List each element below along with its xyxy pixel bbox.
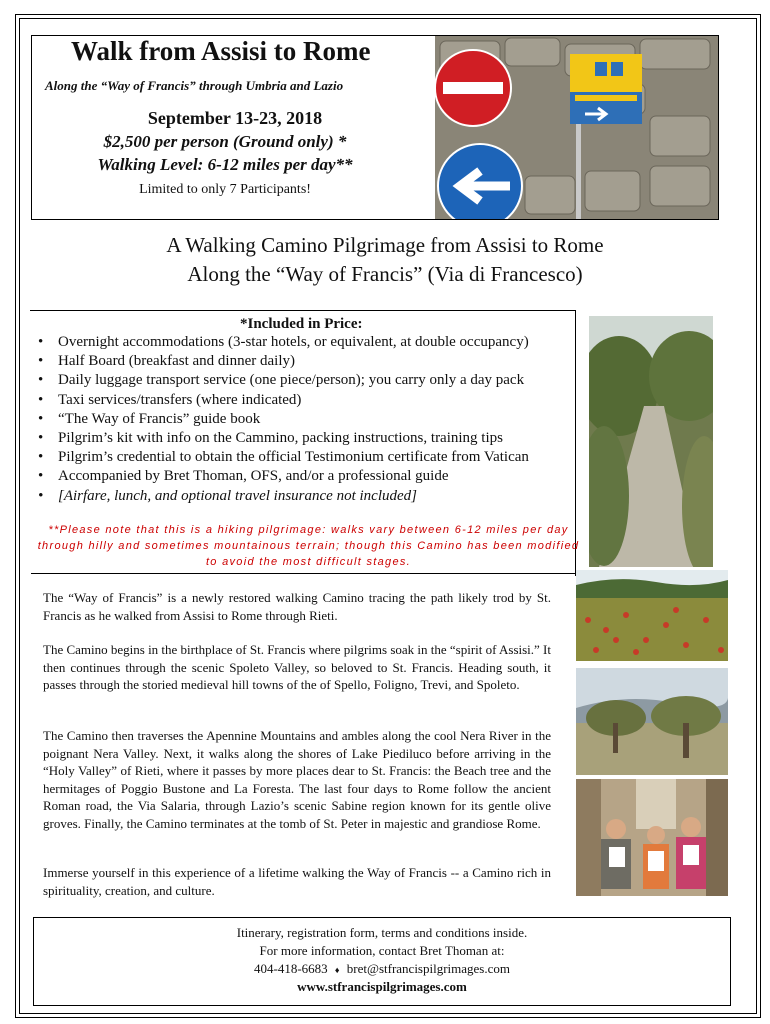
phone-number: 404-418-6683 <box>254 961 328 976</box>
footer-line1: Itinerary, registration form, terms and conditions inside. <box>236 925 528 940</box>
diamond-icon: ♦ <box>334 965 340 975</box>
list-item: • Taxi services/transfers (where indicated) <box>38 391 578 410</box>
hiking-note: **Please note that this is a hiking pilgrimage: walks vary between 6-12 miles per day through hilly and sometimes mountainous terrain; though this Camino has been modified to avoid the most difficult stages. <box>37 524 580 568</box>
list-item: • Accompanied by Bret Thoman, OFS, and/or a professional guide <box>38 467 578 486</box>
headline-line1: A Walking Camino Pilgrimage from Assisi to Rome <box>166 233 604 257</box>
participants-limit: Limited to only 7 Participants! <box>139 182 311 197</box>
trip-dates: September 13-23, 2018 <box>147 108 323 128</box>
website-link[interactable]: www.stfrancispilgrimages.com <box>297 979 467 994</box>
list-item: • Half Board (breakfast and dinner daily) <box>38 352 578 371</box>
footer-contact <box>33 961 731 977</box>
trail-photo <box>589 316 713 567</box>
trip-price: $2,500 per person (Ground only) * <box>103 132 347 151</box>
paragraph-closing: Immerse yourself in this experience of a lifetime walking the Way of Francis -- a Camino rich in spirituality, creation, and culture. <box>43 865 551 898</box>
road-signs-photo <box>435 36 718 219</box>
paragraph-intro: The “Way of Francis” is a newly restored walking Camino tracing the path likely trod by St. Francis as he walked from Assisi to Rome through Rieti. <box>43 590 551 623</box>
paragraph-begin: The Camino begins in the birthplace of St. Francis where pilgrims soak in the “spirit of Assisi.” It then continues through the scenic Spoleto Valley, so beloved to St. Francis. Heading south, it passes through the storied medieval hill towns of the of Spello, Foligno, Trevi, and Spoleto. <box>43 642 551 692</box>
poppy-field-photo <box>576 570 728 661</box>
pilgrims-photo <box>576 779 728 896</box>
flyer-subtitle: Along the “Way of Francis” through Umbria and Lazio <box>45 78 344 93</box>
flyer-title: Walk from Assisi to Rome <box>71 36 371 66</box>
section-divider <box>31 573 576 574</box>
list-item: • Overnight accommodations (3-star hotels, or equivalent, at double occupancy) <box>38 333 578 352</box>
olive-grove-photo <box>576 668 728 775</box>
included-list <box>38 333 578 506</box>
walking-level: Walking Level: 6-12 miles per day** <box>97 155 353 174</box>
list-item: • Pilgrim’s credential to obtain the official Testimonium certificate from Vatican <box>38 448 578 467</box>
headline-line2: Along the “Way of Francis” (Via di Francesco) <box>187 262 583 286</box>
paragraph-route: The Camino then traverses the Apennine Mountains and ambles along the cool Nera River in the poignant Nera Valley. Next, it walks along the shores of Lake Piediluco before arriving in the “Holy Valley” of Rieti, where it passes by more places dear to St. Francis: the Beach tree and the hermitages of Poggio Bustone and La Foresta. The last four days to Rome follow the ancient Roman road, the Via Salaria, through Lazio’s scenic Sabine region known for its gentle olive groves. Finally, the Camino terminates at the tomb of St. Peter in majestic and grandiose Rome. <box>43 728 551 831</box>
list-item: • Daily luggage transport service (one piece/person); you carry only a day pack <box>38 371 578 390</box>
footer-line2: For more information, contact Bret Thoman at: <box>259 943 505 958</box>
list-item: • “The Way of Francis” guide book <box>38 410 578 429</box>
email-link[interactable]: bret@stfrancispilgrimages.com <box>346 961 510 976</box>
list-item: • Pilgrim’s kit with info on the Cammino, packing instructions, training tips <box>38 429 578 448</box>
list-item: • [Airfare, lunch, and optional travel insurance not included] <box>38 487 578 506</box>
included-title: *Included in Price: <box>240 316 363 332</box>
